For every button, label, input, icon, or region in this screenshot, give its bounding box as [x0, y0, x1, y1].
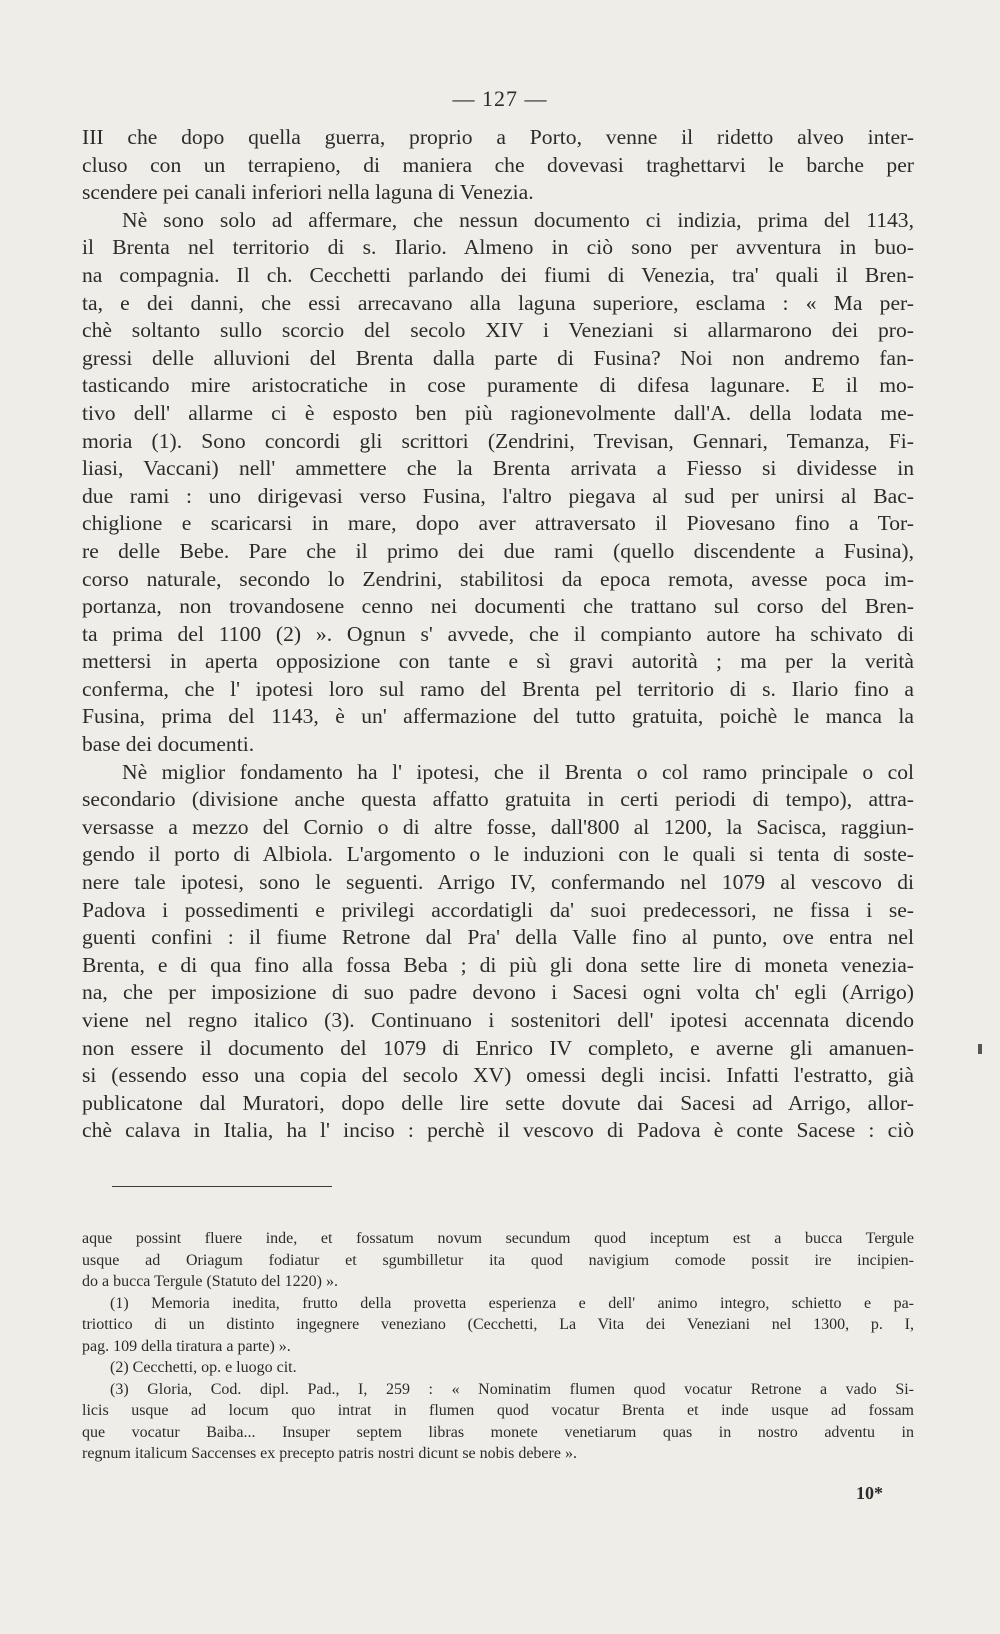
body-line: ta, e dei danni, che essi arrecavano alla laguna superiore, esclama : « Ma per-	[82, 290, 914, 315]
footnote-line: regnum italicum Saccenses ex precepto patris nostri dicunt se nobis debere ».	[82, 1445, 577, 1462]
body-line: chè calava in Italia, ha l' inciso : perchè il vescovo di Padova è conte Sacese : ciò	[82, 1118, 914, 1143]
footnote-line: pag. 109 della tiratura a parte) ».	[82, 1337, 291, 1355]
page-number: — 127 —	[452, 86, 548, 111]
body-line: liasi, Vaccani) nell' ammettere che la Brenta arrivata a Fiesso si dividesse in	[82, 456, 914, 481]
body-line: gendo il porto di Albiola. L'argomento o le induzioni con le quali si tenta di soste-	[82, 842, 914, 867]
body-line: publicatone dal Muratori, dopo delle lire sette dovute dai Sacesi ad Arrigo, allor-	[82, 1090, 914, 1115]
margin-mark	[978, 1044, 982, 1054]
footnote-line: (2) Cecchetti, op. e luogo cit.	[110, 1359, 297, 1376]
body-line: secondario (divisione anche questa affatto gratuita in certi periodi di tempo), attra-	[82, 787, 914, 812]
body-line: na compagnia. Il ch. Cecchetti parlando dei fiumi di Venezia, tra' quali il Bren-	[82, 262, 914, 287]
body-line: versasse a mezzo del Cornio o di altre fosse, dall'800 al 1200, la Sacisca, raggiun-	[82, 814, 914, 839]
body-line: ta prima del 1100 (2) ». Ognun s' avvede, che il compianto autore ha schivato di	[82, 621, 914, 646]
body-line: tivo dell' allarme ci è esposto ben più ragionevolmente dall'A. della lodata me-	[82, 400, 914, 425]
body-line: Brenta, e di qua fino alla fossa Beba ; di più gli dona sette lire di moneta venezia-	[82, 952, 914, 977]
body-line: conferma, che l' ipotesi loro sul ramo del Brenta pel territorio di s. Ilario fino a	[82, 676, 914, 701]
body-line: III che dopo quella guerra, proprio a Porto, venne il ridetto alveo inter-	[82, 125, 914, 149]
printer-signature: 10*	[856, 1483, 883, 1503]
body-line: il Brenta nel territorio di s. Ilario. Almeno in ciò sono per avventura in buo-	[82, 235, 914, 260]
footnote-line: do a bucca Tergule (Statuto del 1220) ».	[82, 1273, 338, 1290]
body-line: due rami : uno dirigevasi verso Fusina, l'altro piegava al sud per unirsi al Bac-	[82, 483, 914, 508]
body-line: Nè miglior fondamento ha l' ipotesi, che il Brenta o col ramo principale o col	[122, 759, 914, 784]
footnote-line: aque possint fluere inde, et fossatum novum secundum quod inceptum est a bucca Tergule	[82, 1230, 914, 1247]
body-line: corso naturale, secondo lo Zendrini, stabilitosi da epoca remota, avesse poca im-	[82, 566, 914, 591]
body-line: viene nel regno italico (3). Continuano i sostenitori dell' ipotesi accennata dicendo	[82, 1008, 914, 1032]
footnote-line: licis usque ad locum quo intrat in flumen quod vocatur Brenta et inde usque ad fossam	[82, 1402, 914, 1419]
body-line: gressi delle alluvioni del Brenta dalla parte di Fusina? Noi non andremo fan-	[82, 345, 914, 370]
body-line: portanza, non trovandosene cenno nei documenti che trattano sul corso del Bren-	[82, 594, 914, 619]
body-line: chè soltanto sullo scorcio del secolo XIV i Veneziani si allarmarono dei pro-	[82, 318, 914, 343]
body-line: re delle Bebe. Pare che il primo dei due rami (quello discendente a Fusina),	[82, 538, 914, 563]
body-line: guenti confini : il fiume Retrone dal Pra' della Valle fino al punto, ove entra nel	[82, 925, 914, 950]
footnote-line: (1) Memoria inedita, frutto della provetta esperienza e dell' animo integro, schietto e pa-	[110, 1294, 914, 1312]
footnote-line: que vocatur Baiba... Insuper septem libras monete venetiarum quas in nostro adventu in	[82, 1423, 914, 1441]
body-line: Fusina, prima del 1143, è un' affermazione del tutto gratuita, poichè le manca la	[82, 704, 914, 729]
body-line: chiglione e scaricarsi in mare, dopo aver attraversato il Piovesano fino a Tor-	[82, 511, 914, 536]
body-line: Nè sono solo ad affermare, che nessun documento ci indizia, prima del 1143,	[122, 207, 914, 232]
footnote-separator	[112, 1186, 332, 1187]
body-line: mettersi in aperta opposizione con tante e sì gravi autorità ; ma per la verità	[82, 649, 914, 674]
body-text	[82, 124, 914, 1145]
body-line: tasticando mire aristocratiche in cose puramente di difesa lagunare. E il mo-	[82, 373, 914, 398]
body-line: na, che per imposizione di suo padre devono i Sacesi ogni volta ch' egli (Arrigo)	[82, 980, 914, 1005]
footnotes	[82, 1228, 914, 1465]
body-line: base dei documenti.	[82, 732, 255, 757]
body-line: scendere pei canali inferiori nella laguna di Venezia.	[82, 180, 534, 205]
body-line: non essere il documento del 1079 di Enrico IV completo, e averne gli amanuen-	[82, 1035, 914, 1060]
footnote-line: usque ad Oriagum fodiatur et sgumbilletur ita quod navigium comode possit ire incipien-	[82, 1251, 914, 1269]
footnote-line: (3) Gloria, Cod. dipl. Pad., I, 259 : « Nominatim flumen quod vocatur Retrone a vado Si-	[110, 1380, 914, 1398]
footnote-line: triottico di un distinto ingegnere veneziano (Cecchetti, La Vita dei Veneziani nel 1300, p. I,	[82, 1316, 914, 1333]
body-line: Padova i possedimenti e privilegi accordatigli da' suoi predecessori, ne fissa i se-	[82, 897, 914, 922]
body-line: si (essendo esso una copia del secolo XV) omessi degli incisi. Infatti l'estratto, già	[82, 1063, 914, 1088]
body-line: moria (1). Sono concordi gli scrittori (Zendrini, Trevisan, Gennari, Temanza, Fi-	[82, 428, 914, 453]
body-line: cluso con un terrapieno, di maniera che dovevasi traghettarvi le barche per	[82, 152, 914, 177]
body-line: nere tale ipotesi, sono le seguenti. Arrigo IV, confermando nel 1079 al vescovo di	[82, 870, 914, 895]
